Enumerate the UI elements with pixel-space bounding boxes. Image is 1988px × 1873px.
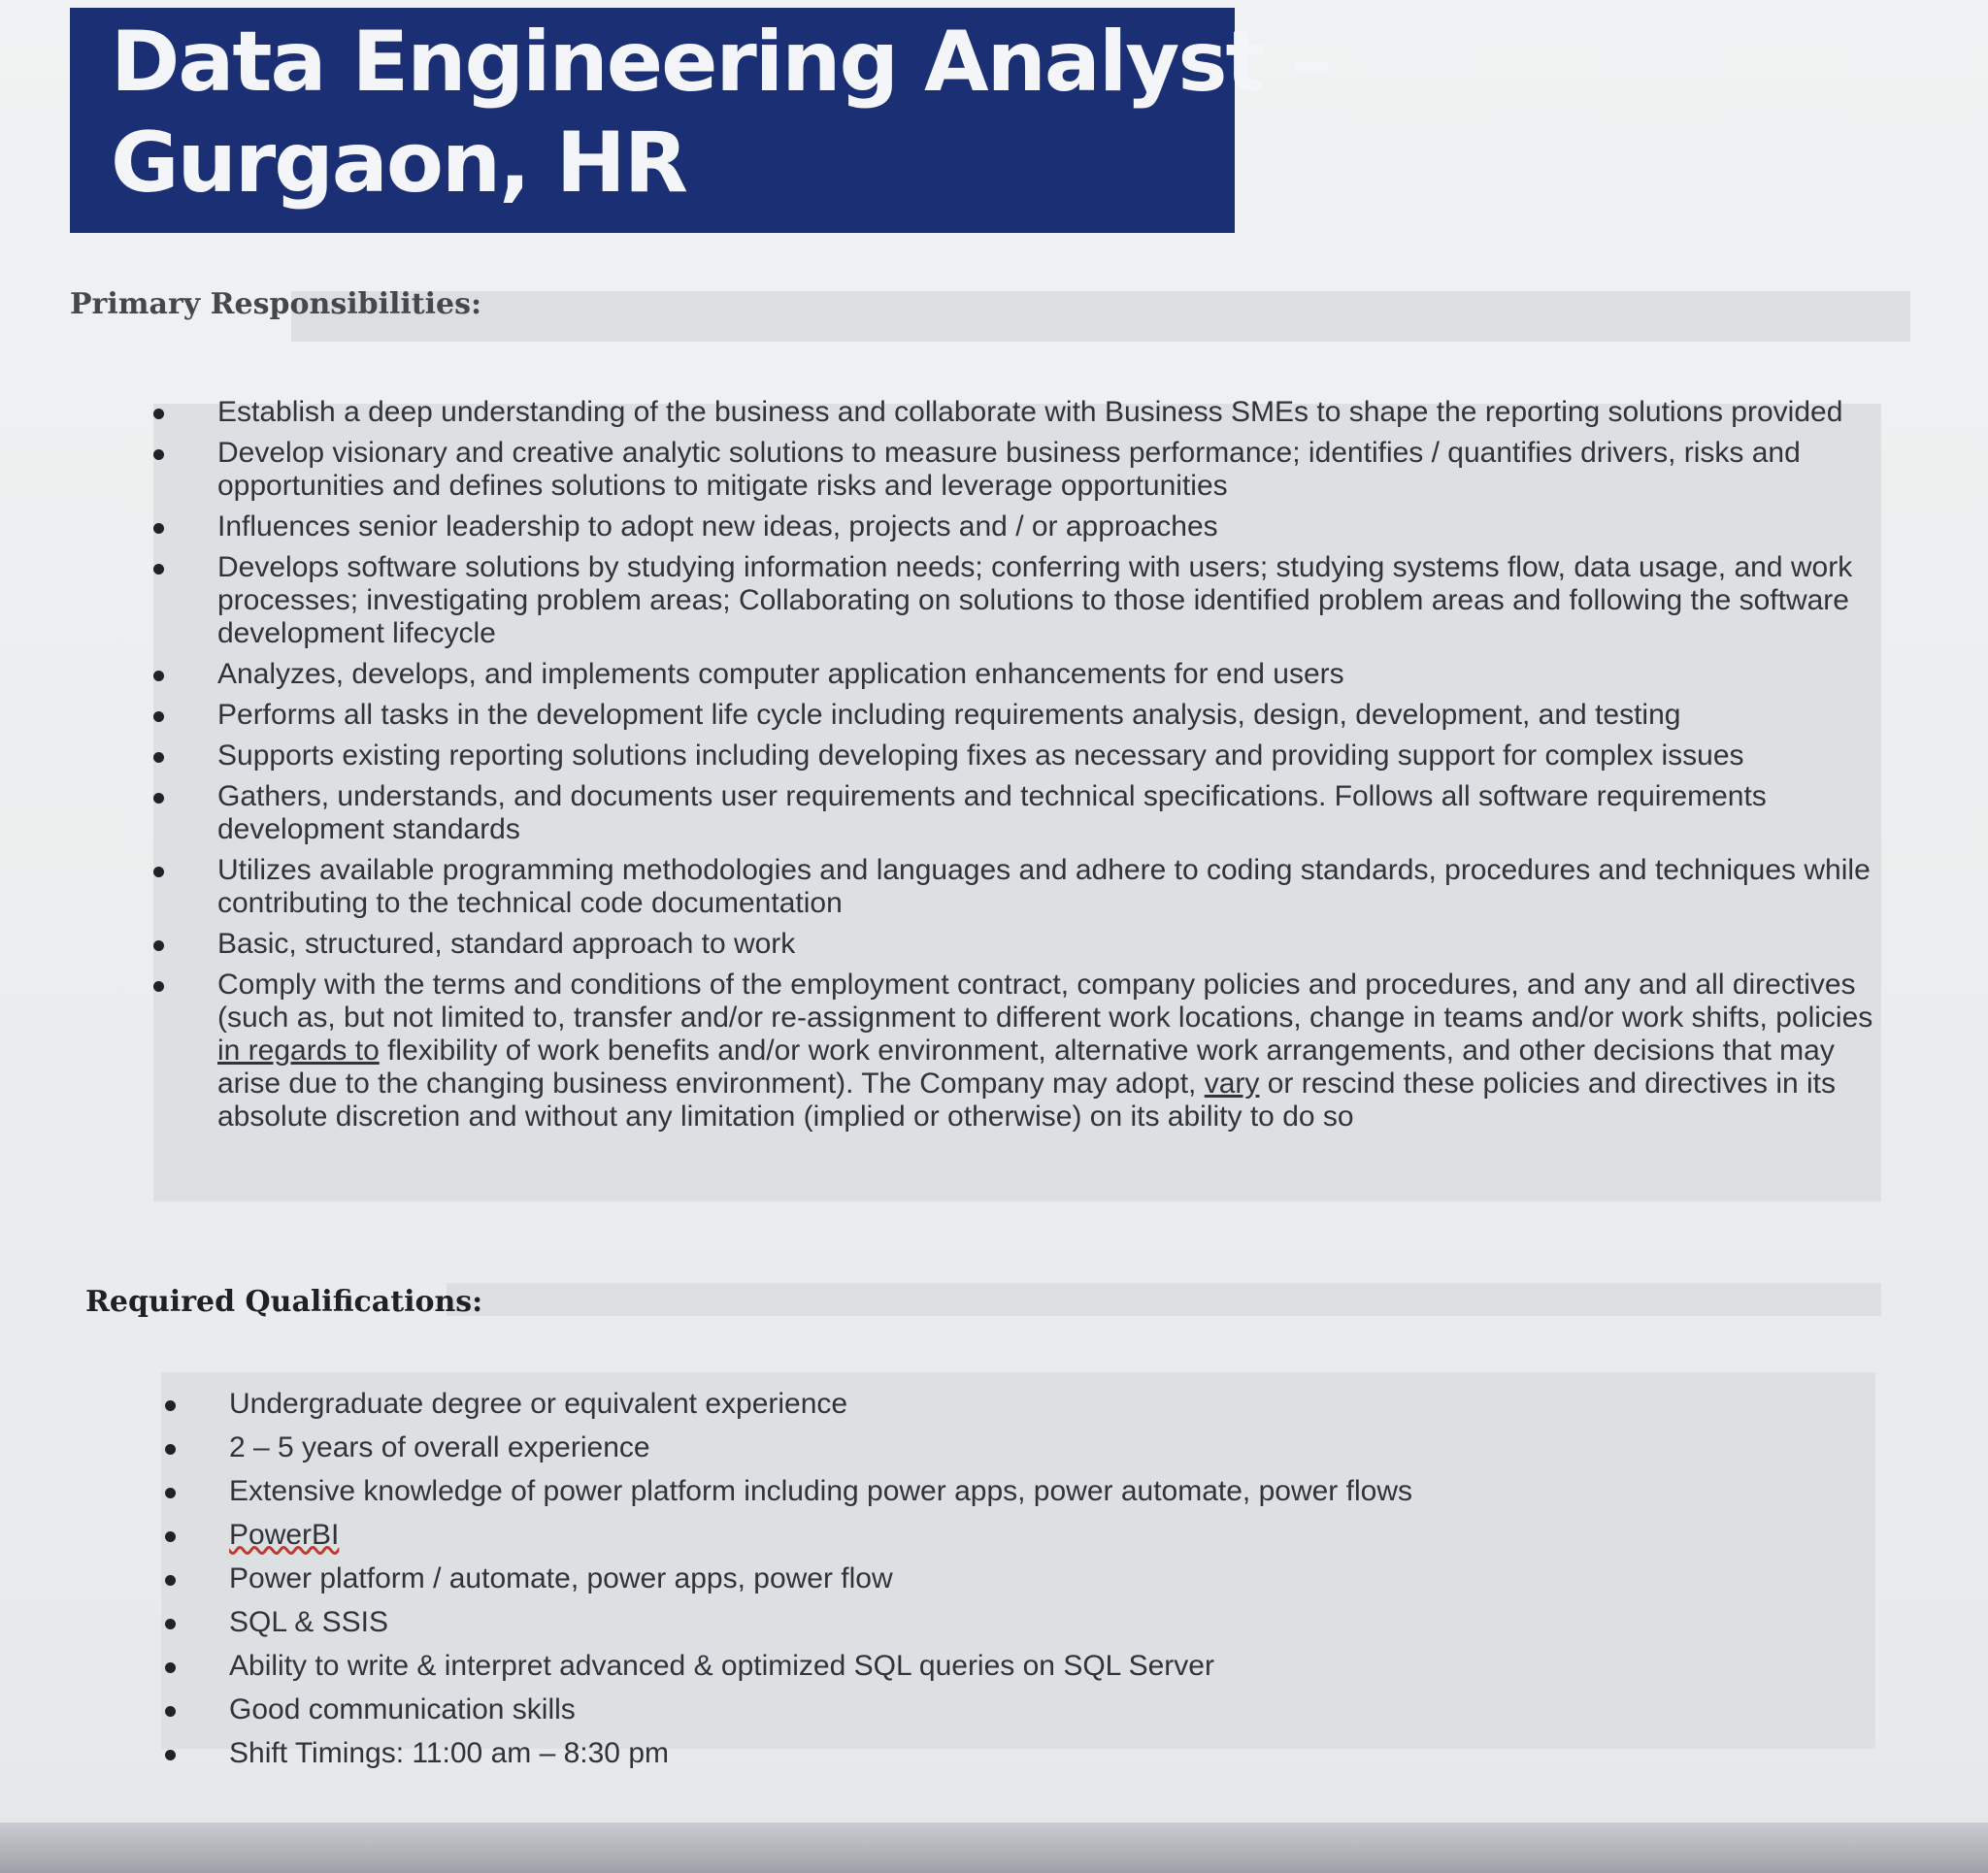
list-item: Utilizes available programming methodologies and languages and adhere to coding standards, procedures and techniques while contributing to the technical code documentation xyxy=(217,854,1879,920)
list-item: Develop visionary and creative analytic solutions to measure business performance; identifies / quantifies drivers, risks and opportunities and defines solutions to mitigate risks and leverage opportunities xyxy=(217,437,1879,503)
bullet-icon xyxy=(165,1662,176,1673)
list-item: Supports existing reporting solutions including developing fixes as necessary and providing support for complex issues xyxy=(217,739,1879,772)
list-item xyxy=(229,1519,1870,1552)
responsibilities-list xyxy=(217,396,1879,1134)
bullet-icon xyxy=(165,1619,176,1629)
in-regards-to-link[interactable]: in regards to xyxy=(217,1035,380,1067)
bullet-icon xyxy=(153,523,164,534)
bullet-icon xyxy=(153,711,164,722)
job-title-banner xyxy=(70,8,1331,233)
list-item: Extensive knowledge of power platform including power apps, power automate, power flows xyxy=(229,1475,1870,1508)
bullet-icon xyxy=(153,793,164,804)
list-item xyxy=(217,969,1879,1134)
bullet-icon xyxy=(153,564,164,575)
list-item: Influences senior leadership to adopt new ideas, projects and / or approaches xyxy=(217,510,1879,543)
list-item: 2 – 5 years of overall experience xyxy=(229,1431,1870,1464)
list-item: Shift Timings: 11:00 am – 8:30 pm xyxy=(229,1737,1870,1770)
compliance-text: Comply with the terms and conditions of the employment contract, company policies and procedures, and any and all directives (such as, but not limited to, transfer and/or re-assignment to different work locations, change in teams and/or work shifts, policies in regards to flexibility of work benefits and/or work environment, alternative work arrangements, and other decisions that may arise due to the changing business environment). The Company may adopt, vary or rescind these policies and directives in its absolute discretion and without any limitation (implied or otherwise) on its ability to do so xyxy=(217,969,1873,1133)
bullet-icon xyxy=(153,752,164,763)
bullet-icon xyxy=(153,981,164,992)
qualifications-list xyxy=(229,1388,1870,1770)
bullet-icon xyxy=(153,867,164,877)
bullet-icon xyxy=(165,1531,176,1542)
list-item: Analyzes, develops, and implements computer application enhancements for end users xyxy=(217,658,1879,691)
bullet-icon xyxy=(165,1400,176,1411)
qualifications-heading-band xyxy=(447,1283,1881,1316)
vary-word: vary xyxy=(1204,1068,1260,1100)
screen-bottom-edge xyxy=(0,1823,1988,1873)
job-title-line-1: Data Engineering Analyst – xyxy=(111,14,1331,111)
powerbi-text: PowerBI xyxy=(229,1519,340,1551)
bullet-icon xyxy=(165,1750,176,1760)
bullet-icon xyxy=(153,449,164,460)
bullet-icon xyxy=(165,1444,176,1455)
list-item: Undergraduate degree or equivalent experience xyxy=(229,1388,1870,1421)
list-item: Good communication skills xyxy=(229,1693,1870,1726)
bullet-icon xyxy=(153,671,164,681)
list-item: Establish a deep understanding of the business and collaborate with Business SMEs to shape the reporting solutions provided xyxy=(217,396,1879,429)
responsibilities-heading: Primary Responsibilities: xyxy=(70,287,482,321)
list-item: SQL & SSIS xyxy=(229,1606,1870,1639)
list-item: Power platform / automate, power apps, power flow xyxy=(229,1562,1870,1595)
qualifications-heading: Required Qualifications: xyxy=(85,1285,483,1319)
list-item: Basic, structured, standard approach to work xyxy=(217,928,1879,961)
bullet-icon xyxy=(153,940,164,951)
list-item: Gathers, understands, and documents user requirements and technical specifications. Follows all software requirements development standards xyxy=(217,780,1879,846)
responsibilities-heading-band xyxy=(291,291,1910,342)
list-item: Performs all tasks in the development life cycle including requirements analysis, design, development, and testing xyxy=(217,699,1879,732)
list-item: Ability to write & interpret advanced & optimized SQL queries on SQL Server xyxy=(229,1650,1870,1683)
list-item: Develops software solutions by studying information needs; conferring with users; studying systems flow, data usage, and work processes; investigating problem areas; Collaborating on solutions to those identified problem areas and following the software development lifecycle xyxy=(217,551,1879,650)
bullet-icon xyxy=(165,1488,176,1498)
bullet-icon xyxy=(165,1706,176,1717)
job-title-line-2: Gurgaon, HR xyxy=(111,115,686,212)
bullet-icon xyxy=(153,409,164,419)
bullet-icon xyxy=(165,1575,176,1586)
